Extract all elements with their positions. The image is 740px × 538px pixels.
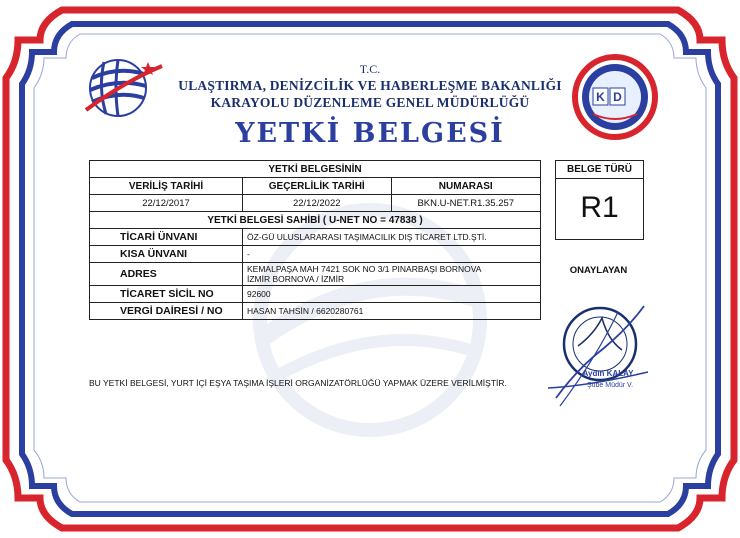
- value-trade-registry: 92600: [243, 286, 541, 303]
- certificate-title: YETKİ BELGESİ: [235, 118, 505, 149]
- document-type-box: [555, 160, 644, 240]
- document-type-label: BELGE TÜRÜ: [556, 161, 643, 179]
- kd-logo-letter-d: D: [613, 90, 622, 104]
- value-short-name: -: [243, 246, 541, 263]
- label-trade-registry: TİCARET SİCİL NO: [90, 286, 243, 303]
- value-tax-office: HASAN TAHSİN / 6620280761: [243, 303, 541, 320]
- stamp-name: Aydın KALAY: [582, 369, 634, 378]
- address-line-2: İZMİR BORNOVA / İZMİR: [247, 274, 345, 284]
- stamp-role: Şube Müdür V.: [586, 382, 634, 389]
- header-country: T.C.: [359, 62, 381, 76]
- label-address: ADRES: [90, 263, 243, 286]
- label-tax-office: VERGİ DAİRESİ / NO: [90, 303, 243, 320]
- certificate-table: [89, 160, 541, 320]
- certificate-number: BKN.U-NET.R1.35.257: [391, 195, 541, 212]
- col-valid-date: GEÇERLİLİK TARİHİ: [243, 178, 392, 195]
- footer-statement: BU YETKİ BELGESİ, YURT İÇİ EŞYA TAŞIMA İŞLERİ ORGANİZATÖRLÜĞÜ YAPMAK ÜZERE VERİLMİŞTİR.: [89, 378, 507, 388]
- valid-date: 22/12/2022: [243, 195, 392, 212]
- section-title: YETKİ BELGESİNİN: [90, 161, 541, 178]
- header-ministry: ULAŞTIRMA, DENİZCİLİK VE HABERLEŞME BAKANLIĞI: [178, 78, 562, 93]
- value-address: [243, 263, 541, 286]
- address-line-1: KEMALPAŞA MAH 7421 SOK NO 3/1 PINARBAŞI BORNOVA: [247, 264, 482, 274]
- label-trade-name: TİCARİ ÜNVANI: [90, 229, 243, 246]
- document-type-value: R1: [580, 191, 619, 224]
- col-number: NUMARASI: [391, 178, 541, 195]
- issue-date: 22/12/2017: [90, 195, 243, 212]
- col-issue-date: VERİLİŞ TARİHİ: [90, 178, 243, 195]
- label-short-name: KISA ÜNVANI: [90, 246, 243, 263]
- kd-logo-letter-k: K: [596, 90, 605, 104]
- value-trade-name: ÖZ-GÜ ULUSLARARASI TAŞIMACILIK DIŞ TİCARET LTD.ŞTİ.: [243, 229, 541, 246]
- approved-label: ONAYLAYAN: [569, 265, 628, 276]
- owner-title: YETKİ BELGESİ SAHİBİ ( U-NET NO = 47838 ): [90, 212, 541, 229]
- header-directorate: KARAYOLU DÜZENLEME GENEL MÜDÜRLÜĞÜ: [210, 95, 530, 110]
- official-stamp-signature: [548, 298, 658, 418]
